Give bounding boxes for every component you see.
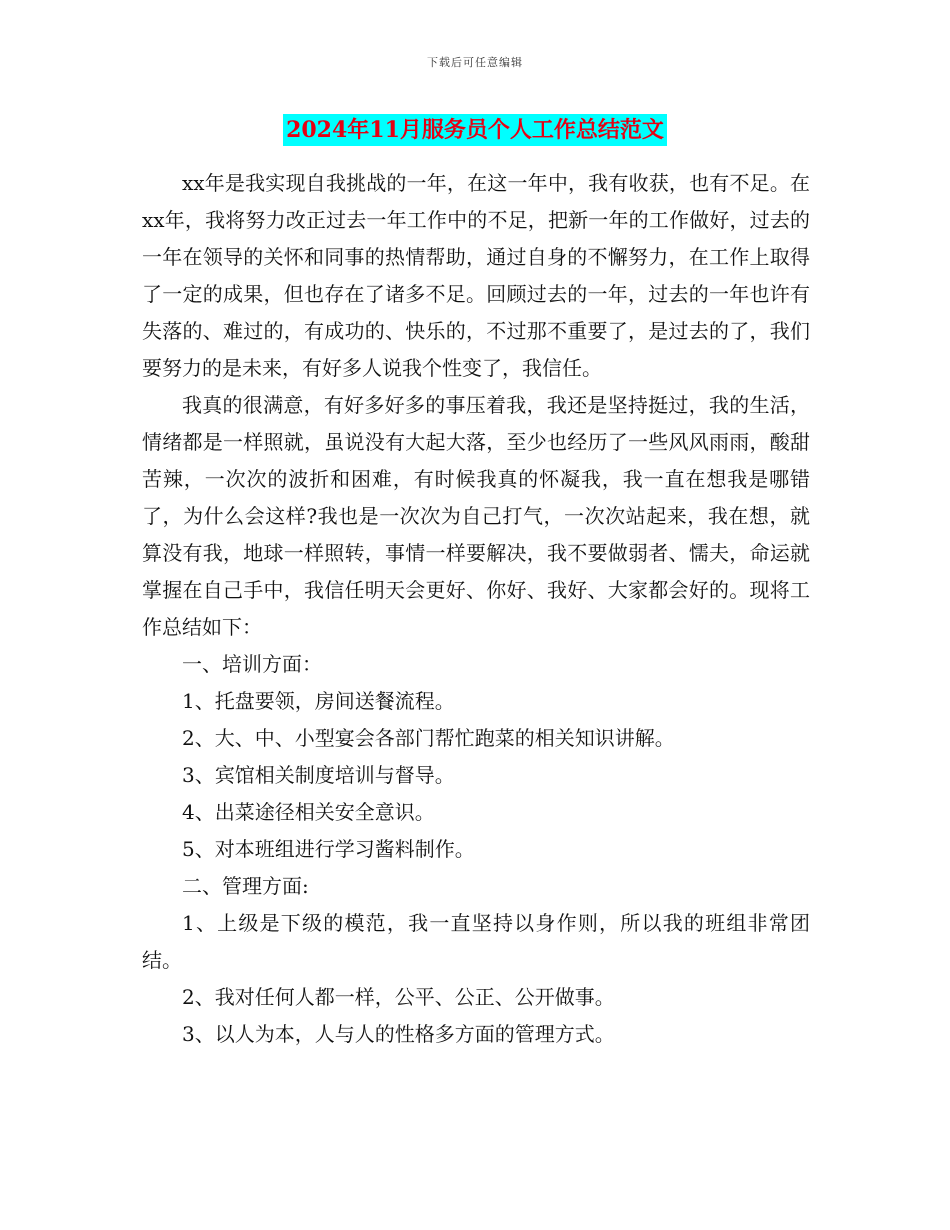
document-body <box>142 165 810 1053</box>
list-item: 1、托盘要领，房间送餐流程。 <box>182 689 455 713</box>
list-item: 4、出菜途径相关安全意识。 <box>182 800 435 824</box>
list-item: 5、对本班组进行学习酱料制作。 <box>182 837 475 861</box>
list-item: 3、以人为本，人与人的性格多方面的管理方式。 <box>182 1022 615 1046</box>
document-title: 2024年11月服务员个人工作总结范文 <box>283 114 667 146</box>
section-heading-management: 二、管理方面: <box>182 874 309 898</box>
title-container <box>0 114 950 146</box>
list-item: 2、我对任何人都一样，公平、公正、公开做事。 <box>182 985 615 1009</box>
header-note: 下载后可任意编辑 <box>427 56 523 69</box>
list-item: 3、宾馆相关制度培训与督导。 <box>182 763 455 787</box>
list-item: 1、上级是下级的模范，我一直坚持以身作则，所以我的班组非常团结。 <box>142 911 810 972</box>
paragraph-intro: xx年是我实现自我挑战的一年，在这一年中，我有收获，也有不足。在xx年，我将努力改正过去一年工作中的不足，把新一年的工作做好，过去的一年在领导的关怀和同事的热情帮助，通过自身的不懈努力，在工作上取得了一定的成果，但也存在了诸多不足。回顾过去的一年，过去的一年也许有失落的、难过的，有成功的、快乐的，不过那不重要了，是过去的了，我们要努力的是未来，有好多人说我个性变了，我信任。 <box>142 171 810 380</box>
list-item: 2、大、中、小型宴会各部门帮忙跑菜的相关知识讲解。 <box>182 726 675 750</box>
section-heading-training: 一、培训方面： <box>182 652 322 676</box>
paragraph-reflection: 我真的很满意，有好多好多的事压着我，我还是坚持挺过，我的生活，情绪都是一样照就，虽说没有大起大落，至少也经历了一些风风雨雨，酸甜苦辣，一次次的波折和困难，有时候我真的怀凝我，我一直在想我是哪错了，为什么会这样?我也是一次次为自己打气，一次次站起来，我在想，就算没有我，地球一样照转，事情一样要解决，我不要做弱者、懦夫，命运就掌握在自己手中，我信任明天会更好、你好、我好、大家都会好的。现将工作总结如下： <box>142 393 810 639</box>
